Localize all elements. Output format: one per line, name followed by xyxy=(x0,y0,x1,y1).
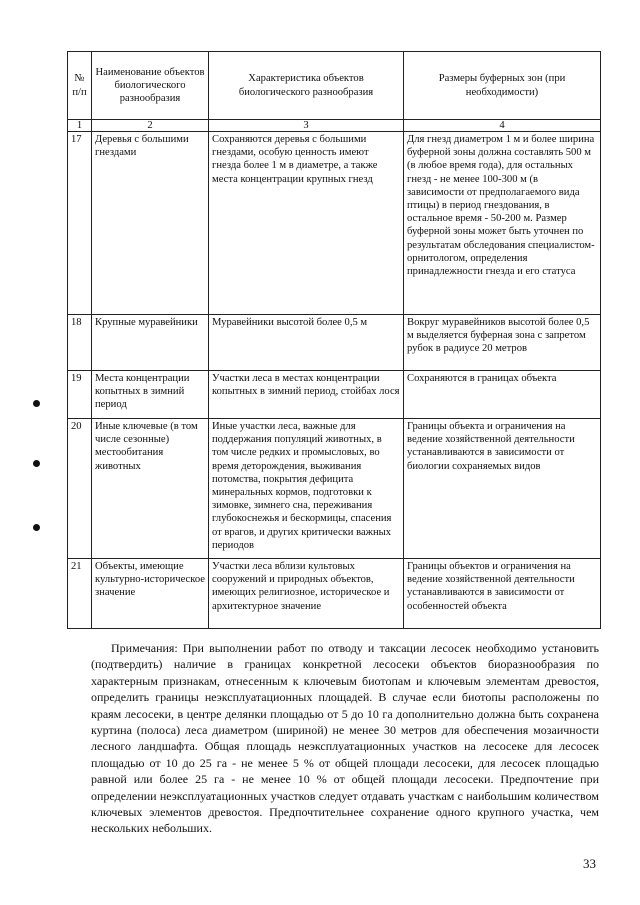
object-characteristic: Участки леса в местах концентрации копытных в зимний период, стойбах лося xyxy=(209,371,404,419)
notes-paragraph xyxy=(91,640,599,837)
table-row xyxy=(68,132,601,315)
header-object-name: Наименование объектов биологического разнообразия xyxy=(92,52,209,120)
buffer-zone: Границы объекта и ограничения на ведение хозяйственной деятельности устанавливаются в зависимости от биологии сохраняемых видов xyxy=(404,419,601,559)
page-number: 33 xyxy=(583,856,596,871)
row-number: 21 xyxy=(68,559,92,629)
buffer-zone: Вокруг муравейников высотой более 0,5 м выделяется буферная зона с запретом рубок в радиусе 20 метров xyxy=(404,315,601,371)
object-name: Крупные муравейники xyxy=(92,315,209,371)
buffer-zone: Границы объектов и ограничения на ведение хозяйственной деятельности устанавливаются в зависимости от особенностей объекта xyxy=(404,559,601,629)
column-number: 4 xyxy=(404,120,601,132)
punch-hole-mark xyxy=(33,400,40,407)
row-number: 18 xyxy=(68,315,92,371)
object-name: Деревья с большими гнездами xyxy=(92,132,209,315)
header-characteristic: Характеристика объектов биологического разнообразия xyxy=(209,52,404,120)
buffer-zone: Для гнезд диаметром 1 м и более ширина буферной зоны должна составлять 500 м (в любое время года), для остальных гнезд - не менее 100-300 м (в зависимости от предполагаемого вида птицы) в период гнездования, в остальное время - 50-200 м. Размер буферной зоны может быть уточнен по результатам обследования специалистом- орнитологом, определения принадлежности гнезда и его статуса xyxy=(404,132,601,315)
object-name: Иные ключевые (в том числе сезонные) местообитания животных xyxy=(92,419,209,559)
buffer-zone: Сохраняются в границах объекта xyxy=(404,371,601,419)
column-number: 3 xyxy=(209,120,404,132)
column-number-row xyxy=(68,120,601,132)
row-number: 17 xyxy=(68,132,92,315)
object-characteristic: Участки леса вблизи культовых сооружений и природных объектов, имеющих религиозное, историческое и архитектурное значение xyxy=(209,559,404,629)
row-number: 20 xyxy=(68,419,92,559)
object-name: Места концентрации копытных в зимний период xyxy=(92,371,209,419)
row-number: 19 xyxy=(68,371,92,419)
header-buffer-zone: Размеры буферных зон (при необходимости) xyxy=(404,52,601,120)
notes-text: Примечания: При выполнении работ по отводу и таксации лесосек необходимо установить (подтвердить) наличие в границах конкретной лесосеки объектов биоразнообразия по характерным признакам, отнесенным к ключевым биотопам и ключевым элементам древостоя, определить границы неэксплуатационных площадей. В случае если биотопы расположены по краям лесосеки, в центре делянки площадью от 5 до 10 га дополнительно должна быть сохранена куртина (полоса) леса диаметром (шириной) не менее 30 метров для обеспечения мозаичности лесного ландшафта. Общая площадь неэксплуатационных участков на лесосеке для лесосек площадью от 10 до 25 га - не менее 5 % от общей площади лесосеки, для лесосек площадью равной или более 25 га - не менее 10 % от общей площади лесосеки. Предпочтение при определении неэксплуатационных участков следует отдавать участкам с наибольшим количеством ключевых элементов древостоя. Предпочтительнее сохранение одного крупного участка, чем нескольких небольших. xyxy=(91,641,599,836)
column-number: 2 xyxy=(92,120,209,132)
table-row xyxy=(68,559,601,629)
punch-hole-mark xyxy=(33,524,40,531)
biodiversity-table xyxy=(67,51,601,629)
table-row xyxy=(68,315,601,371)
table-header-row xyxy=(68,52,601,120)
column-number: 1 xyxy=(68,120,92,132)
object-characteristic: Сохраняются деревья с большими гнездами, особую ценность имеют гнезда более 1 м в диаметре, а также места концентрации крупных гнезд xyxy=(209,132,404,315)
header-number: № п/п xyxy=(68,52,92,120)
object-characteristic: Муравейники высотой более 0,5 м xyxy=(209,315,404,371)
table-row xyxy=(68,419,601,559)
punch-hole-mark xyxy=(33,460,40,467)
table-row xyxy=(68,371,601,419)
object-characteristic: Иные участки леса, важные для поддержания популяций животных, в том числе редких и промысловых, во время деторождения, выживания потомства, покрытия дефицита минеральных кормов, подготовки к зимовке, зимнего сна, переживания глубокоснежья и бескормицы, спасения от врагов, и других критически важных периодов xyxy=(209,419,404,559)
object-name: Объекты, имеющие культурно-историческое значение xyxy=(92,559,209,629)
